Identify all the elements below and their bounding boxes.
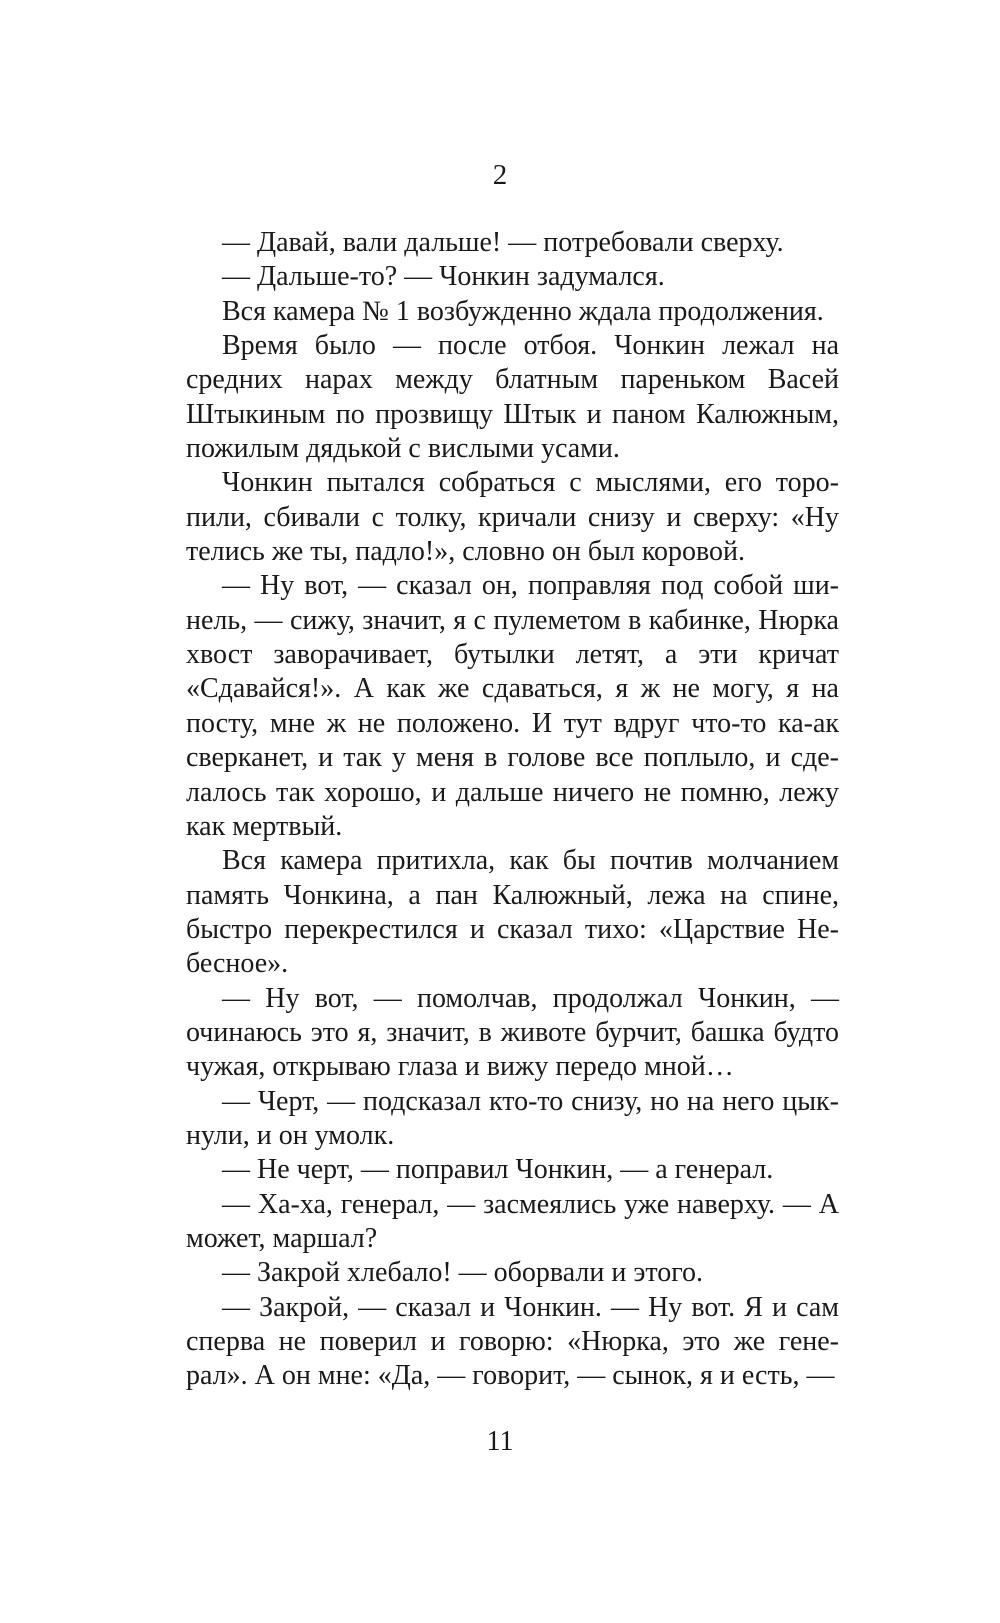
paragraph: — Дальше-то? — Чонкин задумался. bbox=[222, 261, 665, 293]
page-number: 11 bbox=[486, 1426, 514, 1457]
paragraph: Чонкин пытался собраться с мыслями, его торопили, сбивали с толку, кричали снизу и сверху: «Ну телись же ты, падло!», словно он был коровой. bbox=[186, 467, 839, 568]
paragraph: — Давай, вали дальше! — потребовали сверху. bbox=[222, 227, 784, 258]
paragraph: — Закрой хлебало! — оборвали и этого. bbox=[222, 1257, 704, 1289]
paragraph: Вся камера притихла, как бы почтив молчанием память Чонкина, а пан Калюжный, лежа на спине, быстро перекрестился и сказал тихо: «Царствие Небесное». bbox=[186, 845, 839, 980]
paragraph: — Ну вот, — сказал он, поправляя под собой шинель, — сижу, значит, я с пулеметом в кабинке, Нюрка хвост заворачивает, бутылки летят, а эти кричат «Сдавайся!». А как же сдаваться, я ж не могу, я на посту, мне ж не положено. И тут вдруг что-то ка-ак сверканет, и так у меня в голове все поплыло, и сделалось так хорошо, и дальше ничего не помню, лежу как мертвый. bbox=[186, 570, 839, 842]
paragraph: Время было — после отбоя. Чонкин лежал на средних нарах между блатным пареньком Васей Штыкиным по прозвищу Штык и паном Калюжным, пожилым дядькой с вислыми усами. bbox=[186, 330, 839, 465]
paragraph: — Ну вот, — помолчав, продолжал Чонкин, — очинаюсь это я, значит, в животе бурчит, башка будто чужая, открываю глаза и вижу передо мной… bbox=[186, 982, 839, 1083]
paragraph: — Закрой, — сказал и Чонкин. — Ну вот. Я и сам сперва не поверил и говорю: «Нюрка, это же генерал». А он мне: «Да, — говорит, — сынок, я и есть, — bbox=[186, 1291, 839, 1392]
chapter-number: 2 bbox=[492, 159, 508, 191]
paragraph: — Черт, — подсказал кто-то снизу, но на него цыкнули, и он умолк. bbox=[186, 1085, 839, 1151]
body-text bbox=[186, 226, 839, 1394]
paragraph: — Не черт, — поправил Чонкин, — а генерал. bbox=[222, 1154, 774, 1186]
paragraph: Вся камера № 1 возбужденно ждала продолжения. bbox=[222, 295, 824, 327]
paragraph: — Ха-ха, генерал, — засмеялись уже наверху. — А может, маршал? bbox=[186, 1188, 839, 1254]
